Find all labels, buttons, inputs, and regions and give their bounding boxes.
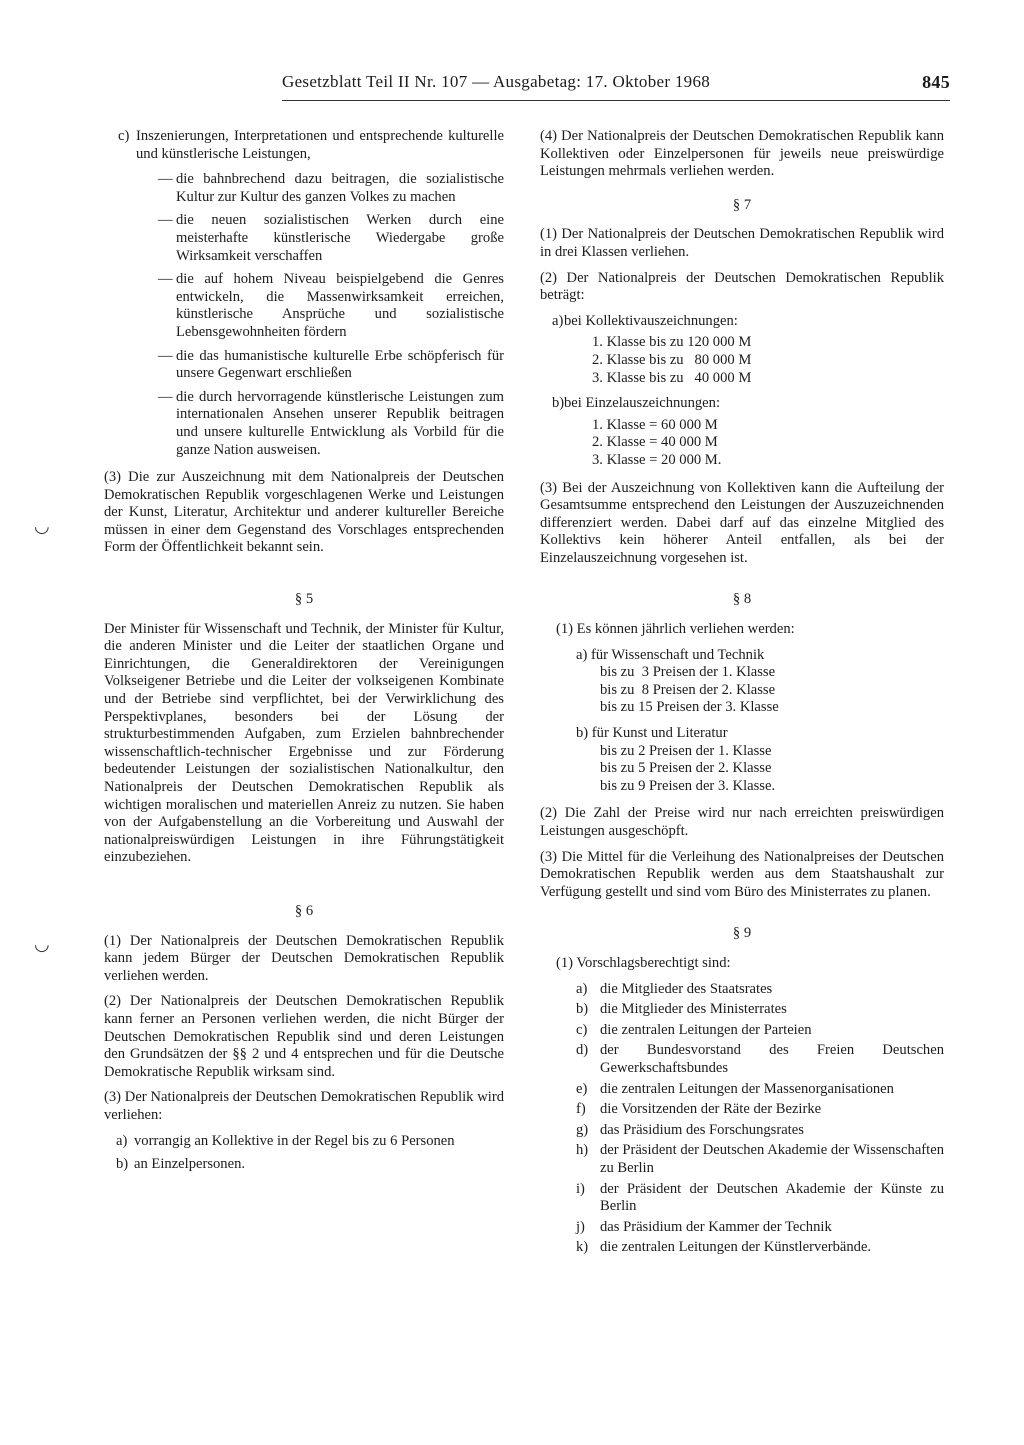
prize-row: 2. Klasse = 40 000 M [592,434,718,451]
dash-text: die durch hervorragende künstlerische Leistungen zum internationalen Ansehen unserer Republik beitragen und unsere kulturelle Entwicklung als Vorbild für die ganze Nation ausweisen. [176,388,504,458]
section-7-paragraph-3: (3) Bei der Auszeichnung von Kollektiven kann die Aufteilung der Gesamtsumme entsprechend den Leistungen der Auszuzeichnenden differenziert werden. Dabei darf auf das einzelne Mitglied des Kollektivs kein höherer Anteil entfallen, als bei der Einzelauszeichnung vorgesehen ist. [540,479,944,566]
individual-prize-list [540,417,944,470]
item-text: vorrangig an Kollektive in der Regel bis zu 6 Personen [134,1132,455,1149]
item-text: die Mitglieder des Ministerrates [600,1001,787,1018]
section-6-paragraph-2: (2) Der Nationalpreis der Deutschen Demokratischen Republik kann ferner an Personen verliehen werden, die nicht Bürger der Deutschen Demokratischen Republik sind und deren Leistungen den Grundsätzen der §§ 2 und 4 entsprechen und für die Deutsche Demokratische Republik wirksam sind. [104,993,504,1080]
item-label: j) [576,1218,585,1235]
item-text: der Präsident der Deutschen Akademie der Wissenschaften zu Berlin [600,1142,944,1176]
item-text: die zentralen Leitungen der Parteien [600,1021,812,1038]
page-number: 845 [922,72,950,92]
item-label: a) [576,980,588,997]
section-5-heading: § 5 [294,591,314,608]
section-7-heading: § 7 [732,196,752,213]
left-column [104,128,504,1180]
dash-item [104,271,504,341]
item-label: a) [116,1132,128,1149]
item-text: der Präsident der Deutschen Akademie der Künste zu Berlin [600,1180,944,1215]
paragraph-3: (3) Die zur Auszeichnung mit dem Nationalpreis der Deutschen Demokratischen Republik vorgeschlagenen Werke und Leistungen der Kunst, Literatur, Architektur und anderer kultureller Bereiche müssen in einer dem Gegenstand des Vorschlages entsprechenden Form der Öffentlichkeit bekannt sein. [104,469,504,556]
header-rule [282,100,950,101]
list-item [576,1142,944,1177]
prize-row: 1. Klasse bis zu 120 000 M [592,334,752,351]
item-text: bei Einzelauszeichnungen: [564,395,721,412]
item-text: bei Kollektivauszeichnungen: [564,312,738,329]
dash-item [104,212,504,265]
item-label: b) [552,395,565,412]
paragraph-4: (4) Der Nationalpreis der Deutschen Demokratischen Republik kann Kollektiven oder Einzelpersonen für jeweils neue preiswürdige Leistungen mehrmals verliehen werden. [540,128,944,180]
item-text: das Präsidium der Kammer der Technik [600,1218,832,1235]
item-label: b) [116,1156,129,1173]
margin-mark: ◡ [34,934,50,955]
dash-mark: — [158,388,173,405]
list-item [576,1081,944,1099]
category-label: a) für Wissenschaft und Technik [576,646,765,663]
section-8-heading: § 8 [732,591,752,608]
margin-mark: ◡ [34,516,50,537]
section-9-paragraph-1: (1) Vorschlagsberechtigt sind: [556,954,731,971]
item-label: c) [576,1021,588,1038]
dash-mark: — [158,347,173,364]
item-label: b) [576,1001,589,1018]
section-8-science-list [540,647,944,717]
section-7-item-b [540,395,944,413]
item-text: das Präsidium des Forschungsrates [600,1121,804,1138]
list-item [576,1022,944,1040]
list-item [576,981,944,999]
section-8-paragraph-2: (2) Die Zahl der Preise wird nur nach erreichten preiswürdigen Leistungen ausgeschöpft. [540,805,944,839]
dash-mark: — [158,271,173,288]
quota-row: bis zu 5 Preisen der 2. Klasse [600,760,772,777]
right-column [540,128,944,1260]
section-8-arts-list [540,725,944,795]
quota-row: bis zu 2 Preisen der 1. Klasse [600,742,772,759]
item-label: d) [576,1042,589,1059]
category-label: b) für Kunst und Literatur [576,725,728,742]
dash-mark: — [158,212,173,229]
prize-row: 3. Klasse = 20 000 M. [592,451,722,468]
dash-mark: — [158,171,173,188]
section-6-paragraph-3: (3) Der Nationalpreis der Deutschen Demokratischen Republik wird verliehen: [104,1089,504,1123]
item-label: i) [576,1180,585,1197]
quota-row: bis zu 9 Preisen der 3. Klasse. [600,777,776,794]
item-c-label: c) [118,128,130,144]
list-item [576,1101,944,1119]
dash-text: die bahnbrechend dazu beitragen, die sozialistische Kultur zur Kultur des ganzen Volkes zu machen [176,171,504,205]
item-c [104,128,504,163]
collective-prize-list [540,334,944,387]
prize-row: 3. Klasse bis zu 40 000 M [592,369,752,386]
item-text: die zentralen Leitungen der Künstlerverbände. [600,1239,872,1256]
list-item [576,1239,944,1257]
quota-row: bis zu 8 Preisen der 2. Klasse [600,681,776,698]
proposers-list [540,981,944,1257]
item-label: a) [552,312,564,329]
section-6-paragraph-1: (1) Der Nationalpreis der Deutschen Demokratischen Republik kann jedem Bürger der Deutschen Demokratischen Republik verliehen werden. [104,932,504,984]
item-text: die zentralen Leitungen der Massenorganisationen [600,1080,894,1097]
prize-row: 1. Klasse = 60 000 M [592,416,718,433]
item-label: h) [576,1142,589,1159]
section-7-paragraph-2: (2) Der Nationalpreis der Deutschen Demokratischen Republik beträgt: [540,269,944,304]
item-label: f) [576,1101,586,1118]
section-5-text: Der Minister für Wissenschaft und Technik, der Minister für Kultur, die anderen Minister und die Leiter der staatlichen Organe und Einrichtungen, die Generaldirektoren der Vereinigungen Volkseigener Betriebe und die Leiter der volkseigenen Kombinate und der Betriebe sind verpflichtet, bei der Verwirklichung des Perspektivplanes, besonders bei der Lösung der strukturbestimmenden Aufgaben, zum Erzielen bahnbrechender wissenschaftlich-technischer Ergebnisse und zur Förderung bedeutender Leistungen der sozialistischen Nationalkultur, den Nationalpreis der Deutschen Demokratischen Republik als wichtigen moralischen und materiellen Anreiz zu nutzen. Sie haben von der Aufgabenstellung an die Vorbereitung und Auswahl der nationalpreiswürdigen Leistungen in ihre Führungstätigkeit einzubeziehen. [104,620,504,866]
section-6-item-a [104,1133,504,1151]
list-item [576,1001,944,1019]
section-8-paragraph-1: (1) Es können jährlich verliehen werden: [556,621,795,638]
item-label: e) [576,1080,588,1097]
dash-item [104,348,504,383]
prize-row: 2. Klasse bis zu 80 000 M [592,351,752,368]
section-7-item-a [540,313,944,331]
section-7-paragraph-1: (1) Der Nationalpreis der Deutschen Demokratischen Republik wird in drei Klassen verliehen. [540,226,944,260]
item-c-text: Inszenierungen, Interpretationen und entsprechende kulturelle und künstlerische Leistungen, [136,128,504,162]
dash-item [104,389,504,459]
list-item [576,1181,944,1216]
item-text: die Vorsitzenden der Räte der Bezirke [600,1101,822,1118]
list-item [576,1219,944,1237]
header-title: Gesetzblatt Teil II Nr. 107 — Ausgabetag: 17. Oktober 1968 [282,72,711,91]
list-item [576,1122,944,1140]
page-header [282,72,950,94]
dash-text: die neuen sozialistischen Werken durch eine meisterhafte künstlerische Wiedergabe große Wirksamkeit verschaffen [176,212,504,264]
dash-text: die auf hohem Niveau beispielgebend die Genres entwickeln, die Massenwirksamkeit erreichen, künstlerische Ansprüche und sozialistische Lebensgewohnheiten fördern [176,271,504,340]
list-item [576,1042,944,1077]
item-text: die Mitglieder des Staatsrates [600,980,773,997]
item-label: g) [576,1121,589,1138]
dash-item [104,171,504,206]
item-text: der Bundesvorstand des Freien Deutschen Gewerkschaftsbundes [600,1042,944,1076]
quota-row: bis zu 3 Preisen der 1. Klasse [600,664,776,681]
quota-row: bis zu 15 Preisen der 3. Klasse [600,699,779,716]
item-label: k) [576,1239,589,1256]
section-9-heading: § 9 [732,925,752,942]
section-8-paragraph-3: (3) Die Mittel für die Verleihung des Nationalpreises der Deutschen Demokratischen Republik werden aus dem Staatshaushalt zur Verfügung gestellt und sind vom Büro des Ministerrates zu planen. [540,848,944,900]
dash-text: die das humanistische kulturelle Erbe schöpferisch für unsere Gegenwart erschließen [176,347,504,382]
item-text: an Einzelpersonen. [134,1156,246,1173]
section-6-heading: § 6 [294,902,314,919]
section-6-item-b [104,1156,504,1174]
